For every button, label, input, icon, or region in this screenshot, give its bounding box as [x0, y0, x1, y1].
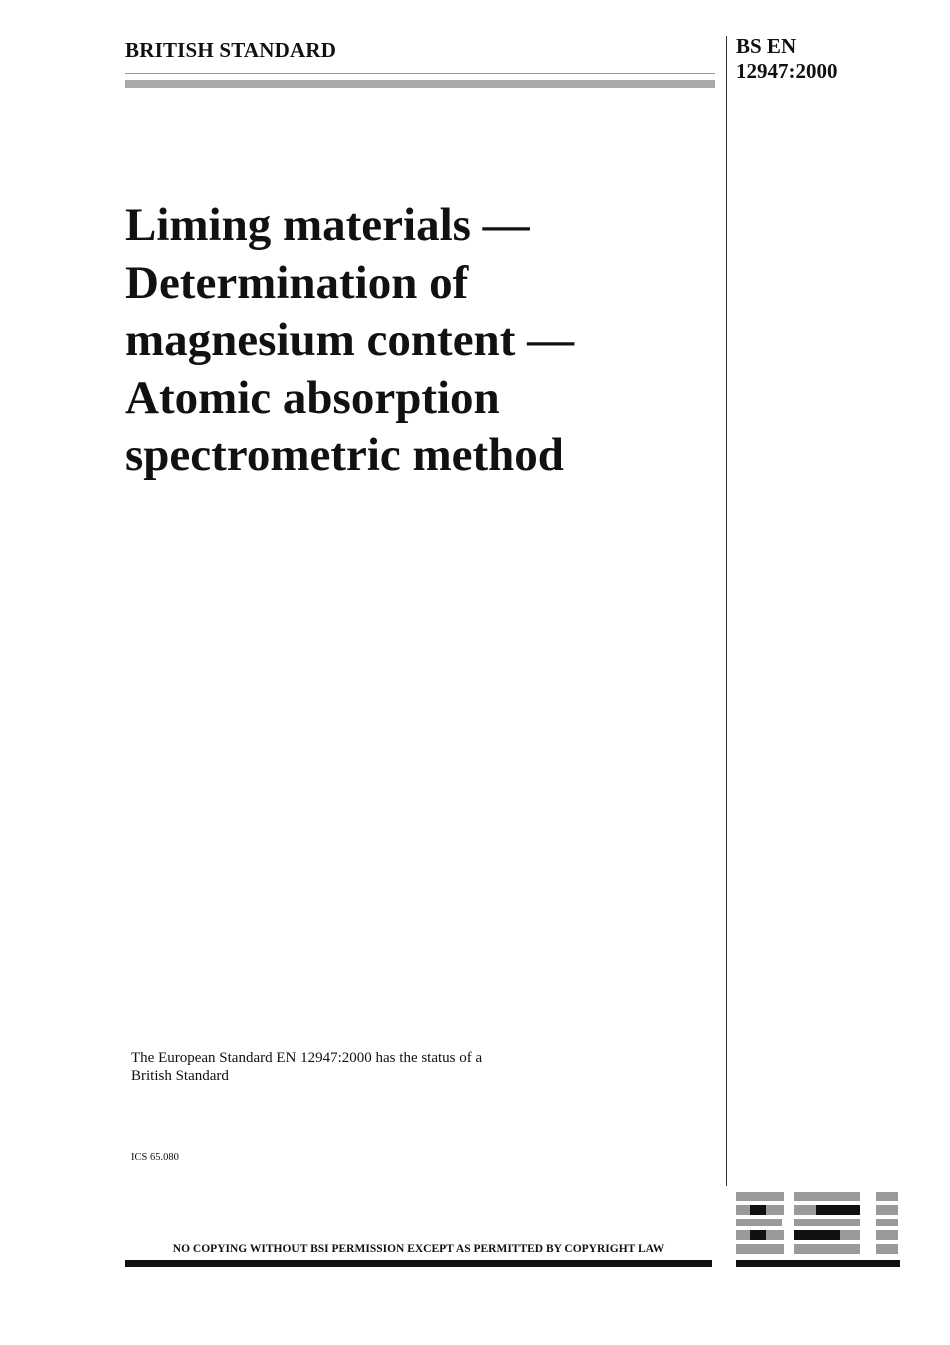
standard-number-line-2: 12947:2000 [736, 59, 838, 83]
title-line-3: magnesium content — [125, 314, 575, 366]
ics-code: ICS 65.080 [131, 1152, 179, 1163]
standard-number [736, 34, 838, 84]
bsi-logo [736, 1192, 900, 1254]
status-note-line-1: The European Standard EN 12947:2000 has the status of a [131, 1050, 483, 1066]
document-title [125, 197, 715, 485]
footer-bar-left [125, 1260, 712, 1267]
standard-number-line-1: BS EN [736, 34, 797, 58]
status-note-line-2: British Standard [131, 1068, 229, 1084]
title-line-1: Liming materials — [125, 199, 530, 251]
title-line-2: Determination of [125, 256, 469, 309]
footer-bar-right [736, 1260, 900, 1267]
title-line-5: spectrometric method [125, 429, 564, 481]
status-note [131, 1049, 482, 1085]
title-line-4: Atomic absorption [125, 371, 500, 424]
header-thin-rule [125, 73, 715, 74]
vertical-divider [726, 36, 727, 1186]
header-label: BRITISH STANDARD [125, 38, 337, 62]
header-thick-rule [125, 80, 715, 88]
copyright-notice: NO COPYING WITHOUT BSI PERMISSION EXCEPT AS PERMITTED BY COPYRIGHT LAW [172, 1243, 665, 1255]
